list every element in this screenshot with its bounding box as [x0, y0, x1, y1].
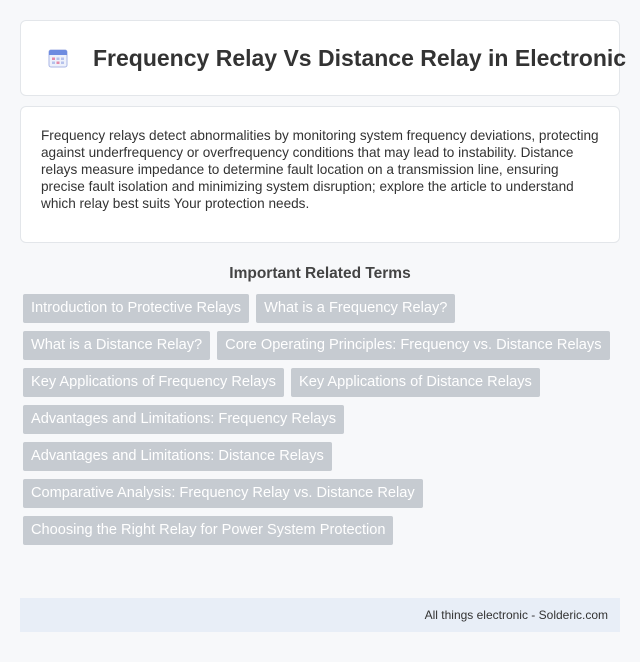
description-text: Frequency relays detect abnormalities by monitoring system frequency deviations, protecting against underfrequency or overfrequency conditions that may lead to instability. Distance relays measure impedance to determine fault location on a transmission line, ensuring precise fault isolation and minimizing system disruption; explore the article to understand which relay best suits Your protection needs. — [41, 128, 599, 211]
tag-applications-frequency-relays[interactable]: Key Applications of Frequency Relays — [23, 368, 284, 397]
tag-applications-distance-relays[interactable]: Key Applications of Distance Relays — [291, 368, 540, 397]
description-card — [20, 106, 620, 243]
tag-comparative-analysis[interactable]: Comparative Analysis: Frequency Relay vs. Distance Relay — [23, 479, 423, 508]
tag-introduction-protective-relays[interactable]: Introduction to Protective Relays — [23, 294, 249, 323]
calendar-icon — [47, 47, 69, 69]
tag-choosing-right-relay[interactable]: Choosing the Right Relay for Power System Protection — [23, 516, 393, 545]
tag-advantages-frequency-relays[interactable]: Advantages and Limitations: Frequency Relays — [23, 405, 344, 434]
tag-core-operating-principles[interactable]: Core Operating Principles: Frequency vs. Distance Relays — [217, 331, 609, 360]
header-card — [20, 20, 627, 96]
related-terms-list — [20, 294, 620, 553]
tag-what-is-frequency-relay[interactable]: What is a Frequency Relay? — [256, 294, 455, 323]
footer-credit: All things electronic - Solderic.com — [424, 608, 608, 622]
footer — [20, 598, 620, 632]
related-terms-title: Important Related Terms — [229, 265, 411, 282]
page-title: Frequency Relay Vs Distance Relay in Electronic — [93, 44, 627, 71]
tag-what-is-distance-relay[interactable]: What is a Distance Relay? — [23, 331, 210, 360]
tag-advantages-distance-relays[interactable]: Advantages and Limitations: Distance Relays — [23, 442, 332, 471]
